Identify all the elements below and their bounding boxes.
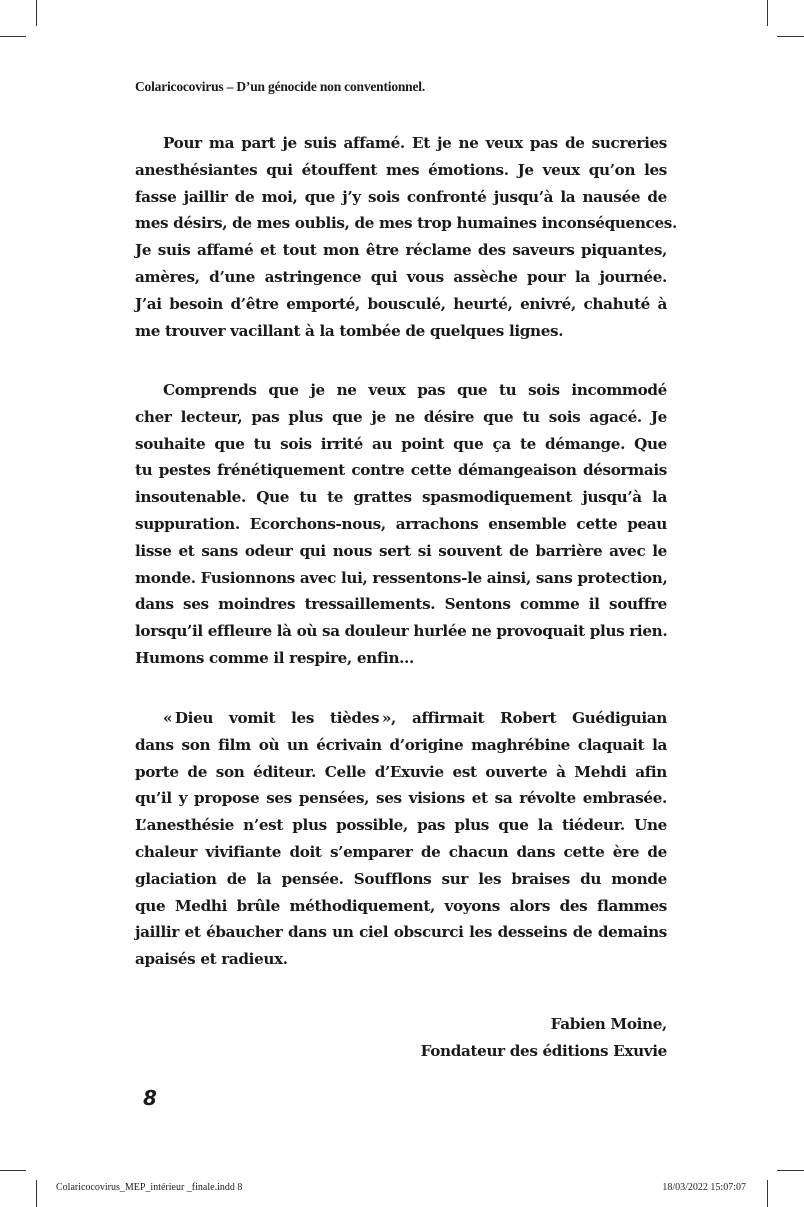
- slug-datetime: 18/03/2022 15:07:07: [662, 1182, 746, 1193]
- text-line: monde. Fusionnons avec lui, ressentons-le ainsi, sans protection,: [135, 568, 668, 587]
- crop-mark-bottom-right-vertical: [767, 1180, 768, 1207]
- text-line: J’ai besoin d’être emporté, bousculé, heurté, enivré, chahuté à: [135, 294, 667, 313]
- text-line: anesthésiantes qui étouffent mes émotions. Je veux qu’on les: [135, 160, 667, 179]
- page-number: 8: [143, 1086, 157, 1110]
- text-line: fasse jaillir de moi, que j’y sois confronté jusqu’à la nausée de: [135, 187, 667, 206]
- text-line: mes désirs, de mes oublis, de mes trop humaines inconséquences.: [135, 214, 677, 233]
- text-line: souhaite que tu sois irrité au point que ça te démange. Que: [135, 434, 667, 453]
- signature-title: Fondateur des éditions Exuvie: [420, 1041, 667, 1060]
- text-line: Pour ma part je suis affamé. Et je ne veux pas de sucreries: [163, 134, 667, 152]
- text-line: qu’il y propose ses pensées, ses visions et sa révolte embrasée.: [135, 789, 667, 808]
- text-line: dans ses moindres tressaillements. Sentons comme il souffre: [135, 595, 667, 614]
- running-header: Colaricocovirus – D’un génocide non conventionnel.: [135, 79, 426, 94]
- text-line: tu pestes frénétiquement contre cette démangeaison désormais: [135, 461, 667, 480]
- text-line: « Dieu vomit les tièdes », affirmait Robert Guédiguian: [163, 709, 667, 727]
- text-line: lorsqu’il effleure là où sa douleur hurlée ne provoquait plus rien.: [135, 622, 668, 641]
- paragraph-2: [135, 377, 667, 672]
- text-line: insoutenable. Que tu te grattes spasmodiquement jusqu’à la: [135, 488, 667, 507]
- crop-mark-bottom-right-horizontal: [777, 1170, 804, 1171]
- text-line: me trouver vacillant à la tombée de quelques lignes.: [135, 321, 564, 340]
- signature-name: Fabien Moine,: [550, 1015, 667, 1033]
- crop-mark-top-right-vertical: [767, 0, 768, 26]
- paragraph-1: [135, 130, 677, 344]
- text-line: lisse et sans odeur qui nous sert si souvent de barrière avec le: [135, 541, 667, 560]
- crop-mark-top-left-horizontal: [0, 36, 26, 37]
- paragraph-3: [135, 705, 667, 973]
- text-line: suppuration. Ecorchons-nous, arrachons ensemble cette peau: [135, 514, 667, 533]
- crop-mark-top-left-vertical: [36, 0, 37, 26]
- text-line: Comprends que je ne veux pas que tu sois incommodé: [163, 381, 667, 399]
- text-line: glaciation de la pensée. Soufflons sur les braises du monde: [135, 869, 667, 888]
- text-line: cher lecteur, pas plus que je ne désire que tu sois agacé. Je: [135, 407, 667, 426]
- text-line: Humons comme il respire, enfin…: [135, 648, 414, 667]
- crop-mark-bottom-left-horizontal: [0, 1170, 26, 1171]
- signature-block: [421, 1011, 667, 1065]
- text-line: apaisés et radieux.: [135, 950, 288, 969]
- text-line: jaillir et ébaucher dans un ciel obscurci les desseins de demains: [135, 923, 667, 942]
- text-line: amères, d’une astringence qui vous assèche pour la journée.: [135, 267, 667, 286]
- text-line: chaleur vivifiante doit s’emparer de chacun dans cette ère de: [135, 842, 667, 861]
- text-line: porte de son éditeur. Celle d’Exuvie est ouverte à Mehdi afin: [135, 762, 667, 781]
- crop-mark-bottom-left-vertical: [36, 1180, 37, 1207]
- text-line: Je suis affamé et tout mon être réclame des saveurs piquantes,: [135, 241, 667, 260]
- text-line: L’anesthésie n’est plus possible, pas plus que la tiédeur. Une: [135, 816, 667, 835]
- text-line: dans son film où un écrivain d’origine maghrébine claquait la: [135, 735, 667, 754]
- text-line: que Medhi brûle méthodiquement, voyons alors des flammes: [135, 896, 667, 915]
- crop-mark-top-right-horizontal: [777, 36, 804, 37]
- slug-filename: Colaricocovirus_MEP_intérieur _finale.indd 8: [56, 1182, 243, 1193]
